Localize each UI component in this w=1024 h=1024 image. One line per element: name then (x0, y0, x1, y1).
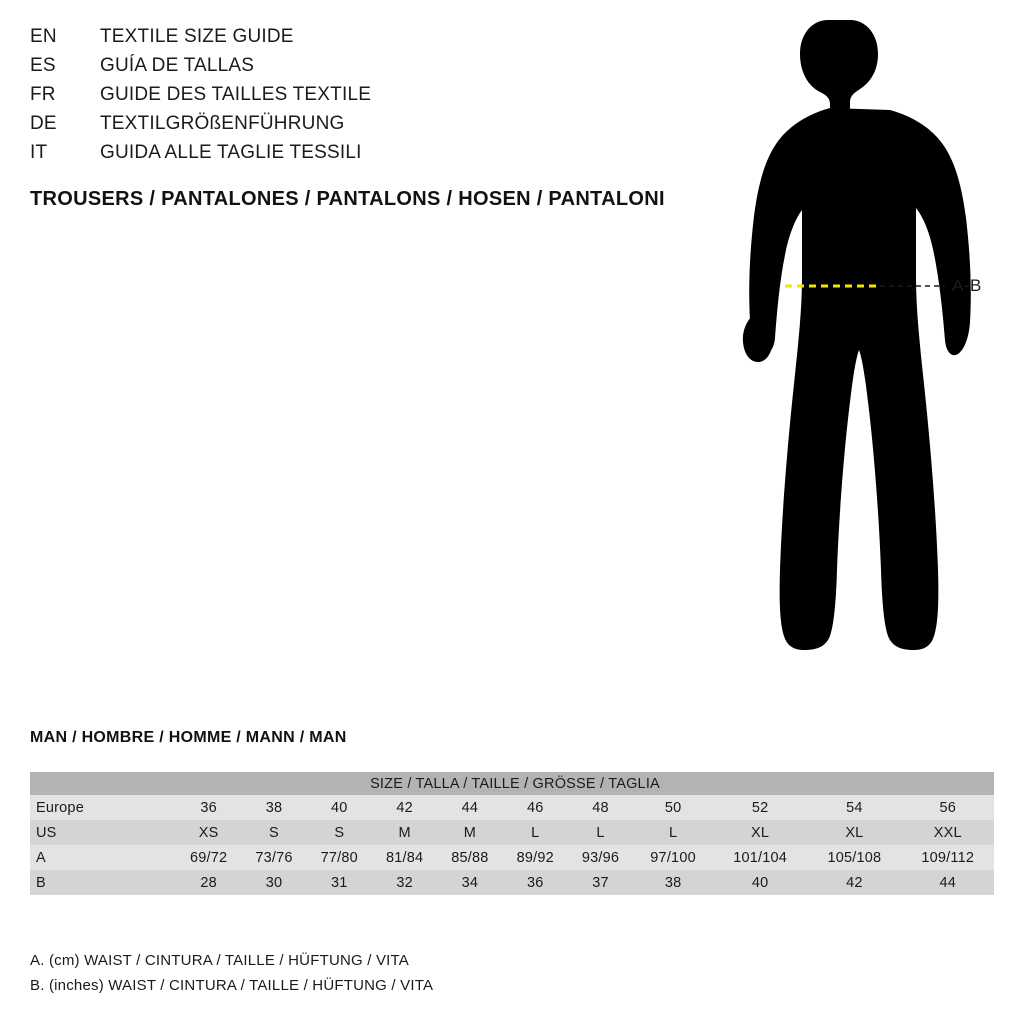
language-text-en: TEXTILE SIZE GUIDE (100, 26, 294, 47)
language-code-it: IT (30, 142, 48, 163)
language-text-de: TEXTILGRÖßENFÜHRUNG (100, 113, 345, 134)
cell-b-3: 32 (372, 870, 437, 895)
language-row-fr (30, 84, 670, 113)
row-label-europe: Europe (30, 795, 176, 820)
table-row (30, 795, 994, 820)
row-label-us: US (30, 820, 176, 845)
male-silhouette-icon (700, 10, 1000, 670)
cell-b-1: 30 (241, 870, 306, 895)
cell-europe-6: 48 (568, 795, 633, 820)
footnote-b: B. (inches) WAIST / CINTURA / TAILLE / HÜFTUNG / VITA (30, 977, 434, 994)
cell-a-1: 73/76 (241, 845, 306, 870)
language-code-fr: FR (30, 84, 56, 105)
cell-b-5: 36 (503, 870, 568, 895)
cell-us-3: M (372, 820, 437, 845)
row-label-a: A (30, 845, 176, 870)
language-row-de (30, 113, 670, 142)
cell-b-9: 42 (807, 870, 901, 895)
cell-europe-5: 46 (503, 795, 568, 820)
cell-us-0: XS (176, 820, 241, 845)
cell-a-8: 101/104 (713, 845, 807, 870)
cell-a-0: 69/72 (176, 845, 241, 870)
footnote-a: A. (cm) WAIST / CINTURA / TAILLE / HÜFTUNG / VITA (30, 952, 409, 969)
cell-europe-0: 36 (176, 795, 241, 820)
cell-europe-2: 40 (307, 795, 372, 820)
cell-europe-4: 44 (437, 795, 502, 820)
language-text-es: GUÍA DE TALLAS (100, 55, 255, 76)
language-list (30, 26, 670, 171)
cell-a-2: 77/80 (307, 845, 372, 870)
cell-us-8: XL (713, 820, 807, 845)
cell-a-7: 97/100 (633, 845, 713, 870)
size-table (30, 772, 994, 895)
cell-us-2: S (307, 820, 372, 845)
cell-us-6: L (568, 820, 633, 845)
cell-b-4: 34 (437, 870, 502, 895)
cell-europe-10: 56 (902, 795, 994, 820)
cell-europe-7: 50 (633, 795, 713, 820)
cell-a-10: 109/112 (902, 845, 994, 870)
cell-us-9: XL (807, 820, 901, 845)
cell-a-9: 105/108 (807, 845, 901, 870)
table-row (30, 820, 994, 845)
cell-a-4: 85/88 (437, 845, 502, 870)
cell-us-1: S (241, 820, 306, 845)
language-row-en (30, 26, 670, 55)
language-text-fr: GUIDE DES TAILLES TEXTILE (100, 84, 372, 105)
cell-europe-9: 54 (807, 795, 901, 820)
language-code-en: EN (30, 26, 57, 47)
cell-b-6: 37 (568, 870, 633, 895)
language-code-es: ES (30, 55, 56, 76)
table-header-row (30, 772, 994, 795)
cell-europe-3: 42 (372, 795, 437, 820)
language-row-it (30, 142, 670, 171)
cell-b-7: 38 (633, 870, 713, 895)
cell-europe-1: 38 (241, 795, 306, 820)
cell-b-8: 40 (713, 870, 807, 895)
cell-a-5: 89/92 (503, 845, 568, 870)
table-row (30, 845, 994, 870)
cell-us-5: L (503, 820, 568, 845)
language-text-it: GUIDA ALLE TAGLIE TESSILI (100, 142, 362, 163)
table-row (30, 870, 994, 895)
cell-a-3: 81/84 (372, 845, 437, 870)
footnotes (30, 948, 433, 998)
cell-us-4: M (437, 820, 502, 845)
row-label-b: B (30, 870, 176, 895)
table-header-label: SIZE / TALLA / TAILLE / GRÖSSE / TAGLIA (30, 772, 994, 795)
figure-illustration (700, 10, 1000, 670)
cell-b-0: 28 (176, 870, 241, 895)
cell-europe-8: 52 (713, 795, 807, 820)
cell-us-10: XXL (902, 820, 994, 845)
cell-b-10: 44 (902, 870, 994, 895)
table-section-title: MAN / HOMBRE / HOMME / MANN / MAN (30, 729, 347, 746)
cell-a-6: 93/96 (568, 845, 633, 870)
garment-title: TROUSERS / PANTALONES / PANTALONS / HOSEN / PANTALONI (30, 188, 665, 210)
cell-us-7: L (633, 820, 713, 845)
cell-b-2: 31 (307, 870, 372, 895)
language-row-es (30, 55, 670, 84)
language-code-de: DE (30, 113, 57, 134)
measure-label-ab: A-B (952, 276, 982, 295)
